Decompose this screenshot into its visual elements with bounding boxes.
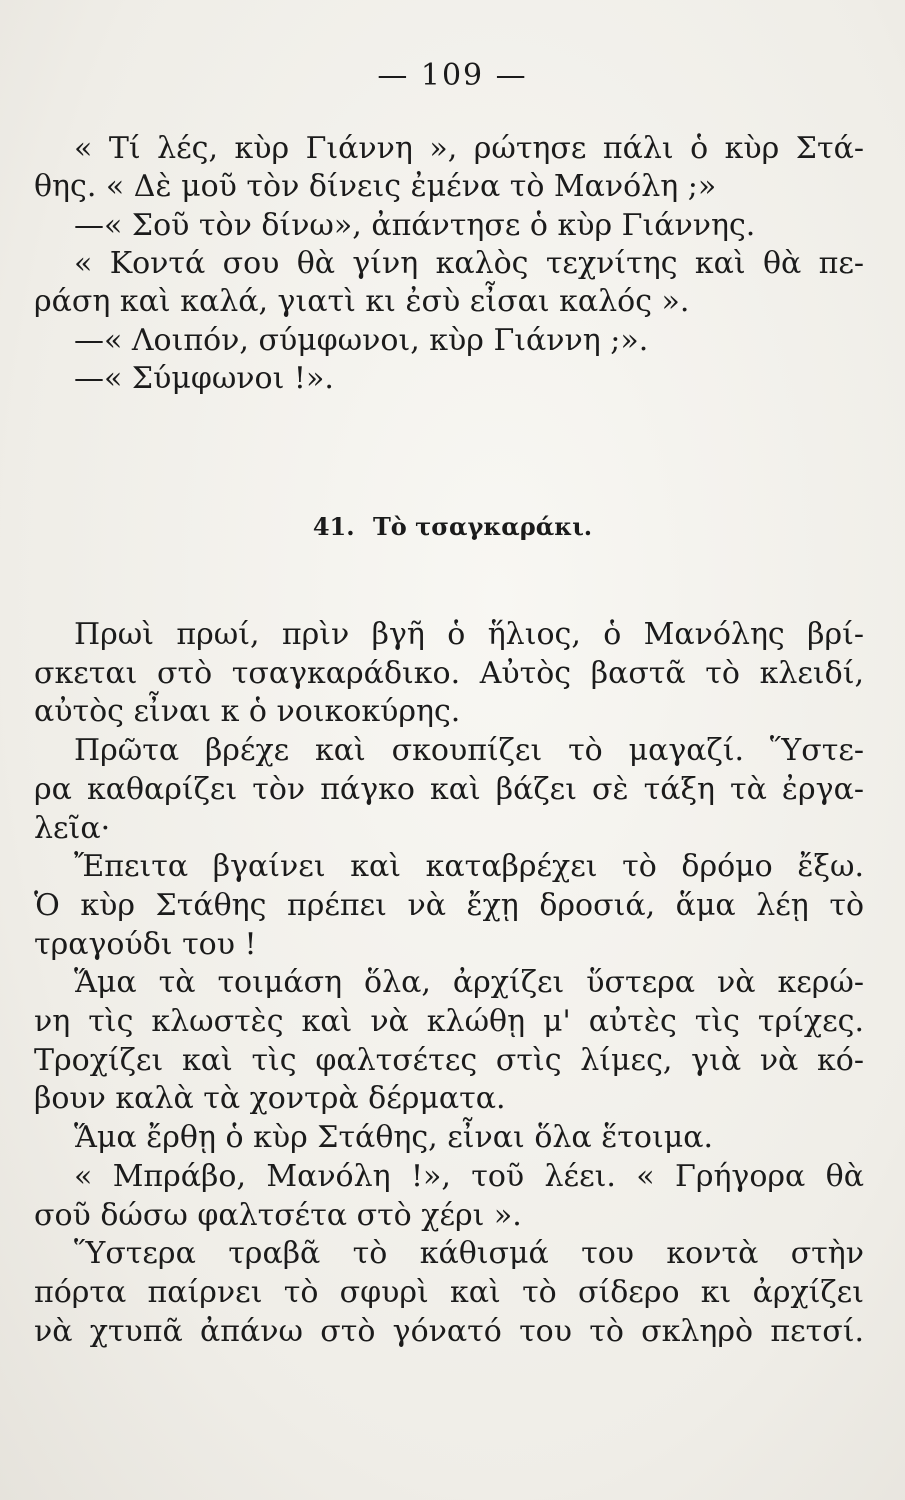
text-line: νὰ χτυπᾶ ἀπάνω στὸ γόνατό του τὸ σκληρὸ πετσί. [34, 1313, 864, 1349]
text-line: ράση καὶ καλά, γιατὶ κι ἐσὺ εἶσαι καλός ». [34, 284, 690, 320]
text-line: βουν καλὰ τὰ χοντρὰ δέρματα. [34, 1081, 506, 1117]
text-line: τραγούδι του ! [34, 926, 257, 962]
text-line: —« Λοιπόν, σύμφωνοι, κὺρ Γιάννη ;». [74, 322, 649, 358]
text-line: Ἅμα τὰ τοιμάση ὅλα, ἀρχίζει ὕστερα νὰ κερώ- [74, 965, 864, 1001]
text-line: Ὁ κὺρ Στάθης πρέπει νὰ ἔχῃ δροσιά, ἅμα λέῃ τὸ [34, 887, 864, 923]
text-line: Ἔπειτα βγαίνει καὶ καταβρέχει τὸ δρόμο ἔξω. [74, 849, 864, 885]
text-line: « Κοντά σου θὰ γίνη καλὸς τεχνίτης καὶ θὰ πε- [74, 245, 864, 281]
chapter-title: Τὸ τσαγκαράκι. [372, 512, 593, 541]
text-line: νη τὶς κλωστὲς καὶ νὰ κλώθῃ μ' αὐτὲς τὶς τρίχες. [34, 1004, 864, 1039]
text-line: « Μπράβο, Μανόλη !», τοῦ λέει. « Γρήγορα θὰ [74, 1158, 864, 1194]
text-line: λεῖα· [34, 810, 111, 846]
chapter-number: 41. [312, 512, 355, 541]
text-line: Ἅμα ἔρθῃ ὁ κὺρ Στάθης, εἶναι ὅλα ἕτοιμα. [74, 1120, 714, 1156]
text-line: πόρτα παίρνει τὸ σφυρὶ καὶ τὸ σίδερο κι ἀρχίζει [34, 1274, 864, 1310]
text-line: Ὕστερα τραβᾶ τὸ κάθισμά του κοντὰ στὴν [74, 1236, 864, 1272]
text-line: σκεται στὸ τσαγκαράδικο. Αὐτὸς βαστᾶ τὸ κλειδί, [34, 655, 864, 691]
text-line: Πρωὶ πρωί, πρὶν βγῆ ὁ ἥλιος, ὁ Μανόλης βρί- [74, 617, 864, 652]
text-line: αὐτὸς εἶναι κ ὁ νοικοκύρης. [34, 694, 461, 730]
text-line: σοῦ δώσω φαλτσέτα στὸ χέρι ». [34, 1197, 522, 1233]
page-number: — 109 — [377, 58, 528, 93]
text-line: Τροχίζει καὶ τὶς φαλτσέτες στὶς λίμες, γιὰ νὰ κό- [34, 1042, 864, 1078]
chapter-heading [0, 512, 905, 541]
text-line: —« Σύμφωνοι !». [74, 360, 334, 396]
text-line: « Τί λές, κὺρ Γιάννη », ρώτησε πάλι ὁ κὺρ Στά- [74, 131, 864, 166]
text-line: ρα καθαρίζει τὸν πάγκο καὶ βάζει σὲ τάξη τὰ ἐργα- [34, 771, 864, 807]
text-line: Πρῶτα βρέχε καὶ σκουπίζει τὸ μαγαζί. Ὕστε- [74, 733, 864, 769]
text-line: —« Σοῦ τὸν δίνω», ἀπάντησε ὁ κὺρ Γιάννης. [74, 207, 756, 243]
text-line: θης. « Δὲ μοῦ τὸν δίνεις ἐμένα τὸ Μανόλη ;» [34, 169, 717, 205]
